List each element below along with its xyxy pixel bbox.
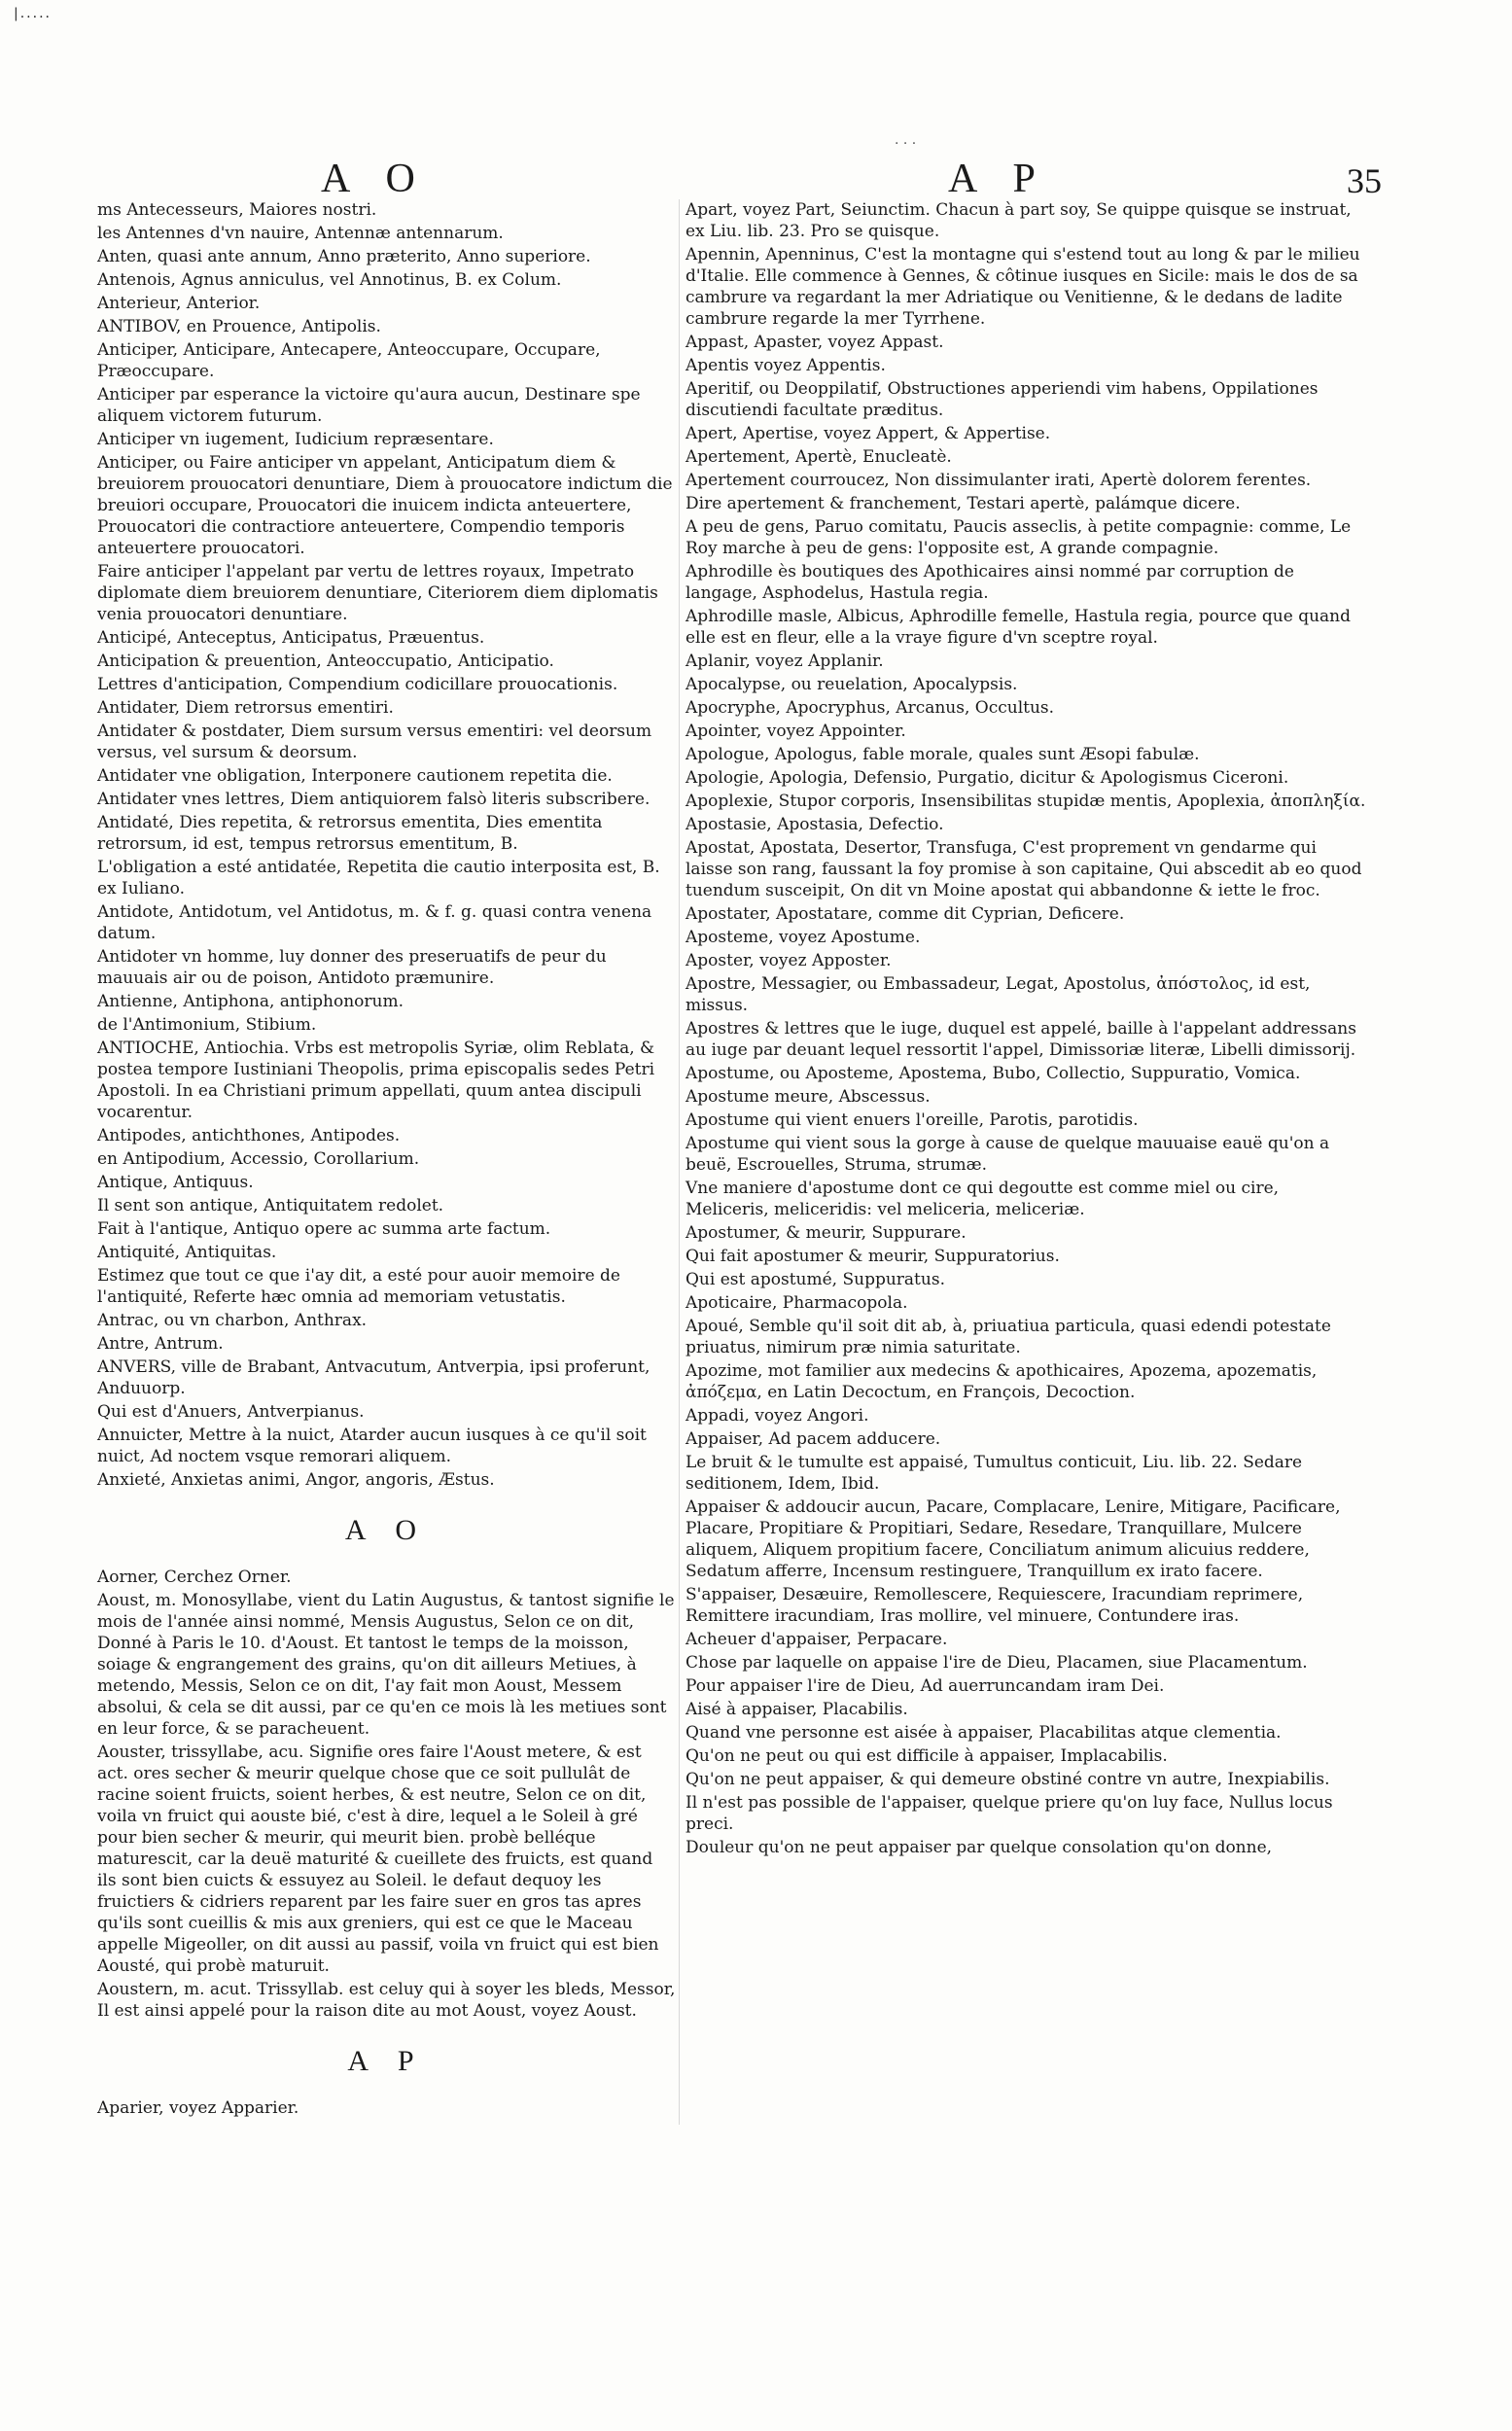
dictionary-entry: ANVERS, ville de Brabant, Antvacutum, Antverpia, ipsi proferunt, Anduuorp.: [97, 1357, 651, 1398]
dictionary-entry: Antenois, Agnus anniculus, vel Annotinus, B. ex Colum.: [97, 270, 562, 290]
section-heading-ao: A O: [344, 1514, 429, 1546]
dictionary-entry: Antrac, ou vn charbon, Anthrax.: [97, 1311, 368, 1330]
dictionary-entry: Apostre, Messagier, ou Embassadeur, Legat, Apostolus, ἀπόστολος, id est, missus.: [686, 974, 1311, 1015]
right-entries: [686, 199, 1366, 1858]
page-number: 35: [1347, 161, 1382, 200]
dictionary-entry: L'obligation a esté antidatée, Repetita die cautio interposita est, B. ex Iuliano.: [97, 858, 660, 898]
dictionary-entry: Aisé à appaiser, Placabilis.: [686, 1700, 908, 1719]
dictionary-entry: Anticiper vn iugement, Iudicium repræsentare.: [97, 430, 494, 449]
dictionary-entry: Apostumer, & meurir, Suppurare.: [686, 1223, 967, 1243]
dictionary-entry: Aoust, m. Monosyllabe, vient du Latin Augustus, & tantost signifie le mois de l'année ainsi nommé, Mensis Augustus, Selon ce on dit, Donné à Paris le 10. d'Aoust. Et tantost le temps de la moisson, soiage & engrangement des grains, qu'on dit ailleurs Metiues, à metendo, Messis, Selon ce on dit, I'ay fait mon Aoust, Messem absolui, & cela se dit aussi, par ce qu'en ce mois là les metiues sont en leur force, & se paracheuent.: [97, 1591, 675, 1739]
left-entries-ap: [97, 2097, 676, 2119]
dictionary-entry: Antre, Antrum.: [97, 1334, 224, 1354]
dictionary-entry: Apostume meure, Abscessus.: [686, 1087, 931, 1107]
dictionary-entry: en Antipodium, Accessio, Corollarium.: [97, 1149, 420, 1169]
dictionary-entry: Antiquité, Antiquitas.: [97, 1243, 277, 1262]
dictionary-entry: Aposter, voyez Apposter.: [686, 951, 892, 970]
dictionary-entry: Apostume, ou Aposteme, Apostema, Bubo, Collectio, Suppuratio, Vomica.: [686, 1064, 1301, 1083]
corner-mark: |.....: [14, 6, 52, 21]
dictionary-entry: Quand vne personne est aisée à appaiser, Placabilitas atque clementia.: [686, 1723, 1282, 1743]
dictionary-entry: Apozime, mot familier aux medecins & apothicaires, Apozema, apozematis, ἀπόζεμα, en Latin Decoctum, en François, Decoction.: [686, 1361, 1318, 1402]
dictionary-entry: Aoustern, m. acut. Trissyllab. est celuy qui à soyer les bleds, Messor, Il est ainsi appelé pour la raison dite au mot Aoust, voyez Aoust.: [97, 1980, 676, 2021]
dictionary-entry: ANTIOCHE, Antiochia. Vrbs est metropolis Syriæ, olim Reblata, & postea tempore Iustiniani Theopolis, prima episcopalis sedes Petri Apostoli. In ea Christiani primum appellati, quum antea discipuli vocarentur.: [97, 1039, 655, 1122]
dictionary-entry: Apentis voyez Appentis.: [686, 356, 886, 375]
dictionary-entry: Lettres d'anticipation, Compendium codicillare prouocationis.: [97, 675, 618, 694]
dictionary-entry: Aperitif, ou Deoppilatif, Obstructiones apperiendi vim habens, Oppilationes discutiendi facultate præditus.: [686, 379, 1319, 420]
dictionary-entry: Appast, Apaster, voyez Appast.: [686, 333, 944, 352]
dictionary-entry: Apologie, Apologia, Defensio, Purgatio, dicitur & Apologismus Ciceroni.: [686, 768, 1289, 788]
dictionary-entry: Apertement courroucez, Non dissimulanter irati, Apertè dolorem ferentes.: [686, 471, 1312, 490]
dictionary-entry: Antidoter vn homme, luy donner des preseruatifs de peur du mauuais air ou de poison, Antidoto præmunire.: [97, 947, 607, 988]
left-column: [97, 199, 676, 2121]
dictionary-entry: Apostres & lettres que le iuge, duquel est appelé, baille à l'appelant addressans au iuge par deuant lequel ressortit l'appel, Dimissoriæ literæ, Libelli dimissorij.: [686, 1019, 1356, 1060]
dictionary-entry: Anten, quasi ante annum, Anno præterito, Anno superiore.: [97, 247, 591, 266]
dictionary-entry: de l'Antimonium, Stibium.: [97, 1015, 317, 1035]
dictionary-entry: Antidater & postdater, Diem sursum versus ementiri: vel deorsum versus, vel sursum & deorsum.: [97, 722, 652, 762]
dictionary-entry: Apoué, Semble qu'il soit dit ab, à, priuatiua particula, quasi edendi potestate priuatus, nimirum præ nimia saturitate.: [686, 1317, 1331, 1357]
dictionary-entry: Aorner, Cerchez Orner.: [97, 1568, 292, 1587]
dictionary-entry: Apocryphe, Apocryphus, Arcanus, Occultus.: [686, 698, 1055, 718]
dictionary-entry: Appaiser, Ad pacem adducere.: [686, 1429, 941, 1449]
dictionary-entry: Anxieté, Anxietas animi, Angor, angoris, Æstus.: [97, 1470, 495, 1490]
dictionary-entry: ms Antecesseurs, Maiores nostri.: [97, 200, 377, 220]
dictionary-entry: Faire anticiper l'appelant par vertu de lettres royaux, Impetrato diplomate diem breuiorem denuntiare, Citeriorem diem diplomatis venia prouocatori denuntiare.: [97, 562, 658, 624]
dictionary-entry: Apostasie, Apostasia, Defectio.: [686, 815, 944, 834]
dictionary-entry: Apoplexie, Stupor corporis, Insensibilitas stupidæ mentis, Apoplexia, ἀποπληξία.: [686, 792, 1366, 811]
dictionary-entry: Apologue, Apologus, fable morale, quales sunt Æsopi fabulæ.: [686, 745, 1200, 764]
dictionary-entry: Fait à l'antique, Antiquo opere ac summa arte factum.: [97, 1219, 551, 1239]
dictionary-entry: Douleur qu'on ne peut appaiser par quelque consolation qu'on donne,: [686, 1838, 1273, 1857]
dictionary-entry: Qu'on ne peut ou qui est difficile à appaiser, Implacabilis.: [686, 1746, 1168, 1766]
dictionary-entry: Aposteme, voyez Apostume.: [686, 928, 921, 947]
printer-dots: · · ·: [895, 136, 917, 152]
dictionary-entry: ANTIBOV, en Prouence, Antipolis.: [97, 317, 381, 336]
dictionary-entry: Anticipé, Anteceptus, Anticipatus, Præuentus.: [97, 628, 485, 648]
dictionary-entry: Apostume qui vient enuers l'oreille, Parotis, parotidis.: [686, 1110, 1139, 1130]
dictionary-entry: Anticiper, Anticipare, Antecapere, Anteoccupare, Occupare, Præoccupare.: [97, 340, 601, 381]
dictionary-entry: Qui est d'Anuers, Antverpianus.: [97, 1402, 365, 1422]
dictionary-entry: Apertement, Apertè, Enucleatè.: [686, 447, 952, 467]
dictionary-entry: Apoticaire, Pharmacopola.: [686, 1293, 908, 1313]
dictionary-entry: Antique, Antiquus.: [97, 1173, 254, 1192]
dictionary-entry: les Antennes d'vn nauire, Antennæ antennarum.: [97, 224, 504, 243]
section-heading-ap: A P: [347, 2045, 426, 2077]
dictionary-entry: Aplanir, voyez Applanir.: [686, 652, 884, 671]
dictionary-entry: Le bruit & le tumulte est appaisé, Tumultus conticuit, Liu. lib. 22. Sedare seditionem, Idem, Ibid.: [686, 1453, 1303, 1494]
dictionary-entry: Anticiper par esperance la victoire qu'aura aucun, Destinare spe aliquem victorem futurum.: [97, 385, 641, 426]
dictionary-entry: Apart, voyez Part, Seiunctim. Chacun à part soy, Se quippe quisque se instruat, ex Liu. lib. 23. Pro se quisque.: [686, 200, 1352, 241]
dictionary-entry: Qui est apostumé, Suppuratus.: [686, 1270, 945, 1289]
dictionary-entry: Pour appaiser l'ire de Dieu, Ad auerruncandam iram Dei.: [686, 1676, 1165, 1696]
dictionary-entry: Aphrodille masle, Albicus, Aphrodille femelle, Hastula regia, pource que quand elle est en fleur, elle a la vraye figure d'vn sceptre royal.: [686, 607, 1352, 648]
dictionary-entry: Appaiser & addoucir aucun, Pacare, Complacare, Lenire, Mitigare, Pacificare, Placare, Propitiare & Propitiari, Sedare, Resedare, Tranquillare, Mulcere aliquem, Aliquem propitium facere, Conciliatum animum alicuius reddere, Sedatum afferre, Incensum restinguere, Tranquillum ex irato facere.: [686, 1497, 1341, 1581]
left-entries-ao: [97, 1567, 676, 2022]
dictionary-entry: Apostume qui vient sous la gorge à cause de quelque mauuaise eauë qu'on a beuë, Escrouelles, Struma, strumæ.: [686, 1134, 1330, 1175]
dictionary-entry: Qu'on ne peut appaiser, & qui demeure obstiné contre vn autre, Inexpiabilis.: [686, 1770, 1330, 1789]
dictionary-entry: Antipodes, antichthones, Antipodes.: [97, 1126, 401, 1145]
dictionary-entry: Annuicter, Mettre à la nuict, Atarder aucun iusques à ce qu'il soit nuict, Ad noctem vsque remorari aliquem.: [97, 1426, 647, 1466]
dictionary-entry: Antidaté, Dies repetita, & retrorsus ementita, Dies ementita retrorsum, id est, tempus retrorsus ementitum, B.: [97, 813, 603, 854]
dictionary-entry: Dire apertement & franchement, Testari apertè, palámque dicere.: [686, 494, 1241, 513]
dictionary-entry: Apointer, voyez Appointer.: [686, 722, 906, 741]
dictionary-entry: Qui fait apostumer & meurir, Suppuratorius.: [686, 1247, 1060, 1266]
dictionary-entry: Antidote, Antidotum, vel Antidotus, m. & f. g. quasi contra venena datum.: [97, 902, 652, 943]
dictionary-entry: Appadi, voyez Angori.: [686, 1406, 869, 1426]
dictionary-entry: Antidater vne obligation, Interponere cautionem repetita die.: [97, 766, 613, 786]
dictionary-entry: Antienne, Antiphona, antiphonorum.: [97, 992, 404, 1011]
dictionary-entry: Aparier, voyez Apparier.: [97, 2098, 299, 2118]
dictionary-entry: Chose par laquelle on appaise l'ire de Dieu, Placamen, siue Placamentum.: [686, 1653, 1308, 1673]
dictionary-entry: A peu de gens, Paruo comitatu, Paucis asseclis, à petite compagnie: comme, Le Roy marche à peu de gens: l'opposite est, A grande compagnie.: [686, 517, 1352, 558]
right-running-head: A P: [948, 157, 1049, 201]
dictionary-entry: Estimez que tout ce que i'ay dit, a esté pour auoir memoire de l'antiquité, Referte hæc omnia ad memoriam vetustatis.: [97, 1266, 620, 1307]
dictionary-entry: Apostat, Apostata, Desertor, Transfuga, C'est proprement vn gendarme qui laisse son rang, faussant la foy promise à son capitaine, Qui abscedit ab eo quod tuendum susceipit, On dit vn Moine apostat qui abbandonne & iette le froc.: [686, 838, 1362, 900]
dictionary-entry: Anticipation & preuention, Anteoccupatio, Anticipatio.: [97, 652, 554, 671]
dictionary-entry: Anterieur, Anterior.: [97, 294, 261, 313]
dictionary-entry: Acheuer d'appaiser, Perpacare.: [686, 1630, 948, 1649]
dictionary-entry: Apennin, Apenninus, C'est la montagne qui s'estend tout au long & par le milieu d'Italie. Elle commence à Gennes, & côtinue iusques en Sicile: mais le dos de sa cambrure va regardant la mer Adriatique ou Venitienne, & le dedans de ladite cambrure regarde la mer Tyrrhene.: [686, 245, 1360, 329]
dictionary-entry: Anticiper, ou Faire anticiper vn appelant, Anticipatum diem & breuiorem prouocatori denuntiare, Diem à prouocatore indictum die breuiori occupare, Prouocatori die inuicem indicta anteuertere, Prouocatori die contractiore anteuertere, Compendio temporis anteuertere prouocatori.: [97, 453, 673, 558]
dictionary-entry: Apert, Apertise, voyez Appert, & Appertise.: [686, 424, 1051, 443]
dictionary-entry: S'appaiser, Desæuire, Remollescere, Requiescere, Iracundiam reprimere, Remittere iracundiam, Iras mollire, vel minuere, Contundere iras.: [686, 1585, 1304, 1626]
left-entries: [97, 199, 676, 1491]
dictionary-entry: Antidater, Diem retrorsus ementiri.: [97, 698, 394, 718]
column-gutter: [679, 199, 680, 2125]
left-running-head: A O: [321, 157, 429, 201]
dictionary-entry: Vne maniere d'apostume dont ce qui degoutte est comme miel ou cire, Meliceris, meliceridis: vel meliceria, meliceriæ.: [686, 1179, 1280, 1219]
dictionary-entry: Apostater, Apostatare, comme dit Cyprian, Deficere.: [686, 904, 1125, 924]
right-column: [686, 199, 1366, 1860]
dictionary-entry: Aouster, trissyllabe, acu. Signifie ores faire l'Aoust metere, & est act. ores secher & meurir quelque chose que ce soit pullulât de racine soient fruicts, soient herbes, & est neutre, Selon ce on dit, voila vn fruict qui aouste bié, c'est à dire, lequel a le Soleil à gré pour bien secher & meurir, qui meurit bien. probè belléque maturescit, car la deuë maturité & cueillete des fruicts, est quand ils sont bien cuicts & essuyez au Soleil. le defaut dequoy les fruictiers & cidriers reparent par les faire suer en gros tas apres qu'ils sont cueillis & mis aux greniers, qui est ce que le Maceau appelle Migeoller, on dit aussi au passif, voila vn fruict qui est bien Aousté, qui probè maturuit.: [97, 1743, 659, 1976]
dictionary-entry: Aphrodille ès boutiques des Apothicaires ainsi nommé par corruption de langage, Asphodelus, Hastula regia.: [686, 562, 1294, 603]
dictionary-entry: Il sent son antique, Antiquitatem redolet.: [97, 1196, 444, 1216]
dictionary-entry: Il n'est pas possible de l'appaiser, quelque priere qu'on luy face, Nullus locus preci.: [686, 1793, 1333, 1834]
dictionary-entry: Antidater vnes lettres, Diem antiquiorem falsò literis subscribere.: [97, 790, 651, 809]
dictionary-entry: Apocalypse, ou reuelation, Apocalypsis.: [686, 675, 1018, 694]
